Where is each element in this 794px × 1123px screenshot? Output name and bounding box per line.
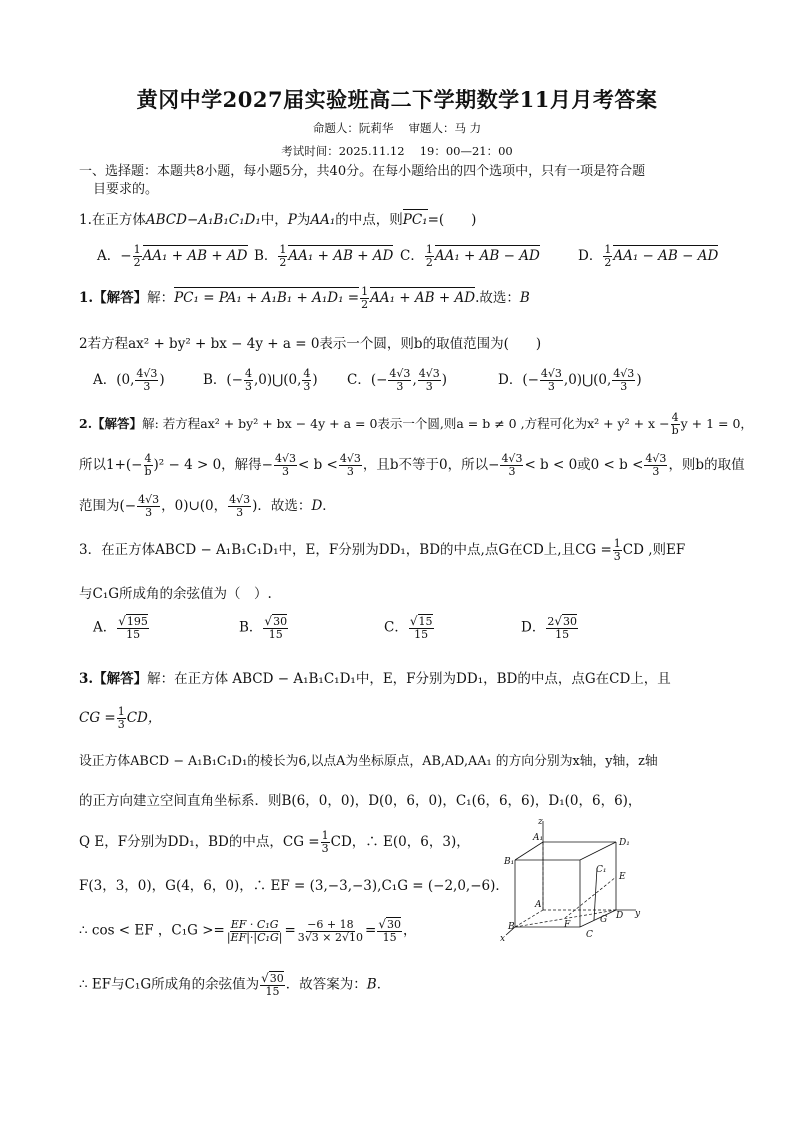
frac-num: 1: [279, 243, 287, 256]
label-E: E: [619, 872, 626, 882]
frac-den: 2: [604, 256, 612, 269]
answer-choice: B: [366, 976, 377, 993]
q2-answer-line3: [79, 494, 336, 519]
cube-diagram: [498, 815, 648, 950]
frac-num: 2√30: [547, 614, 577, 628]
option-label: B．(−: [203, 372, 243, 388]
answer-expr: PC₁ = PA₁ + A₁B₁ + A₁D₁ =: [174, 290, 360, 306]
fraction: [425, 244, 434, 269]
radicand: 15: [418, 615, 433, 628]
q1-stem-text: 中，: [260, 212, 288, 228]
fraction: [297, 919, 364, 944]
q1-vector: PC₁: [402, 212, 428, 228]
label-z: z: [538, 817, 543, 827]
option-label: D．(−: [498, 372, 539, 388]
label-A1: A₁: [533, 833, 544, 843]
frac-num: √195: [118, 614, 148, 628]
frac-num: 4√3: [275, 452, 297, 465]
label-D1: D₁: [619, 838, 630, 848]
q3-answer-line7: [79, 918, 416, 944]
option-label: D．: [521, 619, 546, 636]
answer-text: 解：在正方体 ABCD − A₁B₁C₁D₁中，E，F分别为DD₁，BD的中点，点G在CD上，且: [147, 671, 671, 687]
fraction: [321, 830, 330, 855]
frac-num: 4√3: [501, 452, 523, 465]
frac-num: 4: [144, 452, 152, 465]
answer-text: CD，∴ E(0，6，3)，: [330, 834, 470, 850]
option-text: ): [441, 372, 448, 388]
fraction: [644, 453, 667, 478]
coefficient: 2: [547, 615, 555, 628]
frac-num: 1: [133, 243, 141, 256]
fraction: [339, 453, 362, 478]
frac-num: 4√3: [138, 493, 160, 506]
answer-expr: AA₁ + AB + AD: [370, 290, 476, 306]
q3-stem-text: CD ,则EF: [622, 542, 686, 558]
radicand: 195: [126, 615, 148, 628]
frac-num: 4: [245, 367, 252, 380]
q1-stem-text: 为: [296, 212, 311, 228]
q1-option-b[interactable]: [254, 244, 393, 269]
q3-answer-line1: [79, 667, 671, 687]
frac-den: 2: [361, 298, 369, 311]
fraction: [603, 244, 612, 269]
frac-num: 4√3: [540, 367, 562, 380]
frac-num: 4√3: [418, 367, 440, 380]
answer-text: ．故答案为：: [285, 976, 367, 993]
frac-den: 3: [236, 506, 244, 519]
frac-num: 4: [303, 367, 311, 380]
frac-num: 4√3: [613, 367, 635, 380]
q1-option-d[interactable]: [578, 244, 718, 269]
answer-text: =: [284, 922, 296, 939]
answer-text: Q E，F分别为DD₁，BD的中点，CG =: [79, 834, 320, 850]
frac-den: 15: [268, 628, 283, 641]
frac-num: EF · C₁G: [230, 917, 279, 931]
option-label: A．: [93, 619, 117, 636]
q2-answer-line2: [79, 453, 745, 478]
fraction: [360, 286, 369, 311]
label-F: F: [564, 920, 571, 930]
fraction: [278, 244, 287, 269]
fraction: [260, 972, 285, 998]
frac-num: 1: [425, 243, 433, 256]
radicand: 30: [386, 918, 401, 931]
q3-stem: [79, 538, 685, 563]
frac-num: 1: [321, 829, 329, 842]
fraction: [274, 453, 297, 478]
answer-text: .故选：: [475, 290, 520, 306]
answer-text: y + 1 = 0，: [680, 416, 753, 431]
fraction: [540, 368, 563, 393]
q3-option-d[interactable]: [521, 615, 579, 641]
q3-option-c[interactable]: [384, 615, 435, 641]
option-expr: AA₁ + AB + AD: [288, 248, 394, 264]
frac-den: 3: [652, 465, 660, 478]
q3-answer-line5: [79, 830, 470, 855]
frac-den: 3√3 × 2√10: [297, 930, 363, 944]
radicand: 30: [273, 615, 288, 628]
frac-den: 3: [145, 506, 153, 519]
fraction: [302, 368, 311, 393]
answer-text: CD，: [126, 710, 162, 726]
fraction: [244, 368, 253, 393]
frac-den: |EF|·|C₁G|: [226, 930, 283, 944]
section-heading-cont: 目要求的。: [93, 182, 159, 197]
q1-cube-name: ABCD−A₁B₁C₁D₁: [145, 212, 261, 228]
answer-label: 3.【解答】: [79, 671, 148, 687]
answer-text: ，: [402, 922, 417, 939]
frac-den: 15: [555, 628, 570, 641]
frac-den: 3: [613, 550, 621, 563]
frac-num: 1: [604, 243, 612, 256]
fraction: [143, 453, 152, 478]
q3-stem-cont: 与C₁G所成角的余弦值为（ ）.: [79, 586, 272, 602]
fraction: [500, 453, 523, 478]
frac-den: 15: [126, 628, 141, 641]
option-label: B．: [239, 619, 263, 636]
frac-num: 1: [613, 537, 621, 550]
q3-answer-line4: 的正方向建立空间直角坐标系．则B(6，0，0)，D(0，6，0)，C₁(6，6，6)，D₁(0，6，6)，: [79, 793, 642, 809]
frac-num: 1: [117, 705, 125, 718]
option-expr: AA₁ − AB − AD: [613, 248, 719, 264]
label-D: D: [616, 911, 624, 921]
label-A: A: [535, 900, 542, 910]
q2-option-c[interactable]: [347, 368, 447, 393]
option-label: A．−: [97, 248, 132, 264]
q2-option-b[interactable]: [203, 368, 318, 393]
option-label: B．: [254, 248, 278, 264]
setter-line: 命题人：阮莉华 审题人：马 力: [312, 121, 482, 135]
frac-num: 4√3: [389, 367, 411, 380]
q1-option-c[interactable]: [400, 244, 540, 269]
frac-den: 3: [547, 380, 555, 393]
q1-option-a[interactable]: [97, 244, 248, 269]
frac-num: 1: [361, 285, 369, 298]
frac-den: b: [144, 465, 152, 478]
page-title: 黄冈中学2027届实验班高二下学期数学11月月考答案: [136, 87, 658, 112]
q3-stem-text: 3．在正方体ABCD − A₁B₁C₁D₁中，E，F分别为DD₁，BD的中点,点G在CD上,且CG =: [79, 542, 612, 558]
option-label: D．: [578, 248, 603, 264]
fraction: [228, 494, 251, 519]
label-B1: B₁: [504, 857, 515, 867]
frac-num: 4: [671, 411, 679, 424]
answer-text: CG =: [79, 710, 116, 726]
answer-text: )．故选：: [252, 498, 312, 514]
answer-text: 解：: [147, 290, 175, 306]
fraction: [263, 615, 288, 641]
q1-stem: [79, 208, 476, 228]
frac-num: √30: [261, 971, 284, 985]
answer-text: ．: [322, 498, 336, 514]
frac-den: b: [671, 424, 679, 437]
q1-answer: [79, 286, 530, 311]
label-B: B: [508, 922, 515, 932]
frac-num: 4√3: [339, 452, 361, 465]
frac-den: 3: [620, 380, 628, 393]
option-text: ,0)⋃(0,: [254, 372, 302, 388]
option-text: ): [636, 372, 642, 388]
frac-num: √15: [409, 614, 433, 628]
fraction: [137, 494, 160, 519]
frac-den: 3: [425, 380, 433, 393]
radicand: 30: [269, 972, 284, 985]
fraction: [612, 368, 635, 393]
frac-den: 3: [143, 380, 151, 393]
frac-num: 4√3: [645, 452, 667, 465]
answer-text: =: [365, 922, 377, 939]
answer-label: 1.【解答】: [79, 290, 148, 306]
q3-option-b[interactable]: [239, 615, 289, 641]
fraction: [226, 919, 284, 944]
fraction: [135, 368, 158, 393]
option-label: C．: [400, 248, 424, 264]
answer-text: ，且b不等于0，所以−: [362, 457, 500, 473]
answer-text: ，0)∪(0，: [161, 498, 228, 514]
q3-answer-line3: 设正方体ABCD − A₁B₁C₁D₁的棱长为6,以点A为坐标原点，AB,AD,AA₁ 的方向分别为x轴，y轴，z轴: [79, 754, 658, 769]
q3-answer-line8: [79, 972, 390, 998]
q2-stem: 2若方程ax² + by² + bx − 4y + a = 0表示一个圆，则b的取值范围为( ): [79, 336, 542, 352]
fraction: [133, 244, 142, 269]
frac-num: √30: [264, 614, 288, 628]
frac-num: 4√3: [136, 367, 158, 380]
q1-point: P: [287, 212, 297, 228]
option-text: ): [159, 372, 165, 388]
frac-den: 2: [279, 256, 287, 269]
answer-choice: D: [311, 498, 323, 514]
frac-den: 3: [346, 465, 354, 478]
q1-segment: AA₁: [310, 212, 336, 228]
fraction: [546, 615, 578, 641]
frac-num: −6 + 18: [307, 917, 354, 931]
fraction: [613, 538, 622, 563]
frac-den: 3: [245, 380, 252, 393]
frac-den: 3: [321, 842, 329, 855]
q2-option-d[interactable]: [498, 368, 642, 393]
frac-num: 4√3: [229, 493, 251, 506]
frac-den: 3: [117, 718, 125, 731]
label-x: x: [500, 934, 506, 944]
fraction: [671, 412, 680, 437]
frac-den: 3: [396, 380, 404, 393]
option-label: C．: [384, 619, 408, 636]
option-expr: AA₁ + AB − AD: [434, 248, 540, 264]
fraction: [117, 615, 149, 641]
q2-answer-line1: [79, 412, 753, 437]
q3-option-a[interactable]: [93, 615, 150, 641]
option-text: ,0)⋃(0,: [563, 372, 612, 388]
answer-text: ∴ EF与C₁G所成角的余弦值为: [79, 976, 260, 993]
frac-den: 3: [282, 465, 289, 478]
option-text: ,: [412, 372, 417, 388]
frac-den: 3: [303, 380, 311, 393]
frac-den: 2: [133, 256, 141, 269]
option-text: ): [312, 372, 318, 388]
exam-time: 考试时间：2025.11.12 19：00—21：00: [281, 144, 513, 158]
answer-label: 2.【解答】: [79, 416, 143, 431]
fraction: [409, 615, 434, 641]
radicand: 30: [562, 615, 577, 628]
q2-option-a[interactable]: [93, 368, 165, 393]
q1-stem-end: =( ): [427, 212, 477, 228]
answer-text: < b <: [298, 457, 338, 473]
answer-text: ．: [376, 976, 391, 993]
option-label: C．(−: [347, 372, 388, 388]
answer-text: ，则b的取值: [668, 457, 745, 473]
frac-den: 15: [382, 931, 397, 944]
option-expr: AA₁ + AB + AD: [142, 248, 248, 264]
fraction: [388, 368, 411, 393]
answer-text: 所以1+(−: [79, 457, 143, 473]
q1-stem-text: 的中点，则: [335, 212, 403, 228]
answer-text: < b < 0或0 < b <: [524, 457, 644, 473]
section-heading: 一、选择题：本题共8小题，每小题5分，共40分。在每小题给出的四个选项中，只有一项是符合题: [79, 164, 646, 179]
answer-choice: B: [519, 290, 530, 306]
frac-den: 15: [414, 628, 429, 641]
frac-den: 2: [425, 256, 433, 269]
answer-text: 解: 若方程ax² + by² + bx − 4y + a = 0表示一个圆,则a = b ≠ 0 ,方程可化为x² + y² + x −: [142, 416, 670, 431]
label-C: C: [586, 930, 593, 940]
answer-text: )² − 4 > 0，解得−: [153, 457, 273, 473]
frac-den: 3: [508, 465, 516, 478]
fraction: [377, 918, 402, 944]
fraction: [117, 706, 126, 731]
label-C1: C₁: [596, 865, 607, 875]
q3-answer-line6: F(3，3，0)，G(4，6，0)，∴ EF = (3,−3,−3),C₁G = (−2,0,−6)．: [79, 878, 509, 894]
answer-text: 范围为(−: [79, 498, 137, 514]
frac-num: √30: [378, 917, 401, 931]
frac-den: 15: [265, 985, 280, 998]
label-y: y: [635, 909, 641, 919]
answer-text: ∴ cos < EF ，C₁G >=: [79, 922, 225, 939]
q3-answer-line2: [79, 706, 161, 731]
option-label: A．(0,: [93, 372, 135, 388]
q1-stem-text: 1.在正方体: [79, 212, 146, 228]
fraction: [418, 368, 441, 393]
label-G: G: [600, 915, 608, 925]
